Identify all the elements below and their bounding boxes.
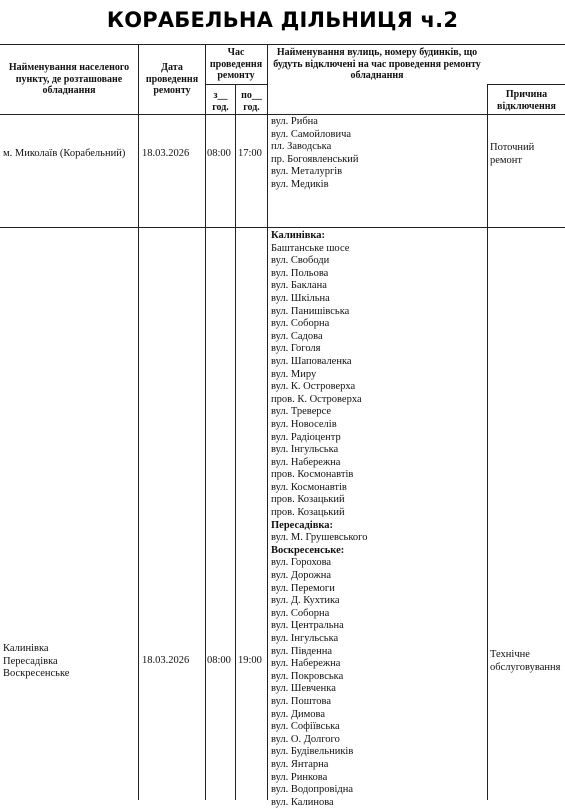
street-group-heading: Калинівка: bbox=[271, 230, 326, 241]
street-item: вул. Шевченка bbox=[271, 683, 336, 695]
street-item: пров. Козацький bbox=[271, 507, 345, 519]
street-item: вул. Набережна bbox=[271, 456, 341, 468]
street-item: вул. Поштова bbox=[271, 695, 331, 707]
header-date: Дата проведення ремонту bbox=[145, 62, 199, 97]
header-time-from: з__ год. bbox=[212, 90, 229, 113]
header-time: Час проведення ремонту bbox=[209, 47, 263, 82]
row1-streets-list bbox=[271, 116, 485, 192]
street-item: вул. К. Островерха bbox=[271, 381, 356, 393]
street-item: пров. Козацький bbox=[271, 494, 345, 506]
row1-time-from: 08:00 bbox=[207, 148, 231, 159]
reason-header-line bbox=[487, 84, 565, 85]
row1-time-to: 17:00 bbox=[238, 148, 262, 159]
header-place: Найменування населеного пункту, де розташоване обладнання bbox=[8, 62, 130, 97]
header-streets: Найменування вулиць, номеру будинків, що будуть відключені на час проведення ремонту обладнання bbox=[273, 47, 481, 82]
street-item: вул. Інгульська bbox=[271, 444, 339, 456]
street-item: вул. Радіоцентр bbox=[271, 431, 341, 443]
street-item: вул. Янтарна bbox=[271, 758, 329, 770]
street-item: вул. Садова bbox=[271, 330, 323, 342]
street-item: вул. Панишівська bbox=[271, 305, 350, 317]
street-item: вул. Ринкова bbox=[271, 771, 328, 783]
street-item: вул. Д. Кухтика bbox=[271, 595, 340, 607]
table-top-border bbox=[0, 44, 565, 45]
row1-place: м. Миколаїв (Корабельний) bbox=[3, 148, 126, 159]
street-item: вул. Покровська bbox=[271, 670, 344, 682]
street-item: вул. Новоселів bbox=[271, 418, 337, 430]
header-bottom-border bbox=[0, 114, 565, 115]
row-separator bbox=[0, 227, 565, 228]
col-line-2 bbox=[205, 44, 206, 800]
row2-place: Калинівка Пересадівка Воскресенське bbox=[3, 643, 70, 680]
street-item: вул. Треверсе bbox=[271, 406, 332, 418]
header-time-to: по__ год. bbox=[241, 90, 262, 113]
page-title: КОРАБЕЛЬНА ДІЛЬНИЦЯ ч.2 bbox=[106, 8, 459, 32]
street-item: вул. Інгульська bbox=[271, 633, 339, 644]
row2-streets-list bbox=[271, 230, 485, 809]
street-item: вул. Соборна bbox=[271, 318, 330, 330]
row2-date: 18.03.2026 bbox=[142, 655, 190, 666]
street-item: вул. Будівельників bbox=[271, 746, 354, 758]
col-line-5 bbox=[487, 84, 488, 800]
street-item: вул. Димова bbox=[271, 708, 326, 720]
street-item: вул. Космонавтів bbox=[271, 481, 347, 493]
col-line-4 bbox=[267, 44, 268, 800]
street-item: вул. Калинова bbox=[271, 796, 334, 808]
row2-time-from: 08:00 bbox=[207, 655, 231, 666]
street-group-heading: Воскресенське: bbox=[271, 544, 345, 556]
street-item: вул. Софіївська bbox=[271, 721, 340, 733]
street-item: вул. Шаповаленка bbox=[271, 355, 352, 367]
street-item: вул. Дорожна bbox=[271, 570, 332, 582]
street-item: вул. Перемоги bbox=[271, 582, 335, 594]
street-item: вул. Рибна bbox=[271, 116, 318, 127]
street-item: пров. К. Островерха bbox=[271, 393, 362, 405]
street-item: вул. Південна bbox=[271, 645, 332, 657]
street-item: вул. Самойловича bbox=[271, 128, 352, 140]
street-item: пл. Заводська bbox=[271, 141, 332, 153]
street-item: пр. Богоявленський bbox=[271, 153, 359, 165]
street-item: вул. Гоголя bbox=[271, 343, 321, 355]
street-item: пров. Космонавтів bbox=[271, 469, 354, 481]
street-item: вул. Баклана bbox=[271, 280, 327, 292]
row2-reason: Технічне обслуговування bbox=[490, 649, 561, 673]
row1-date: 18.03.2026 bbox=[142, 148, 190, 159]
street-item: Баштанське шосе bbox=[271, 242, 350, 254]
header-reason: Причина відключення bbox=[497, 89, 556, 112]
row1-reason: Поточний ремонт bbox=[490, 142, 535, 166]
street-item: вул. Водопровідна bbox=[271, 784, 354, 796]
street-item: вул. Центральна bbox=[271, 620, 344, 632]
street-group-heading: Пересадівка: bbox=[271, 519, 334, 531]
col-line-1 bbox=[138, 44, 139, 800]
col-line-3 bbox=[235, 84, 236, 800]
street-item: вул. Свободи bbox=[271, 255, 330, 267]
street-item: вул. Шкільна bbox=[271, 292, 330, 304]
street-item: вул. О. Долгого bbox=[271, 733, 340, 745]
street-item: вул. М. Грушевського bbox=[271, 532, 368, 544]
street-item: вул. Набережна bbox=[271, 658, 341, 670]
street-item: вул. Медиків bbox=[271, 178, 329, 190]
street-item: вул. Соборна bbox=[271, 607, 330, 619]
street-item: вул. Металургів bbox=[271, 166, 343, 178]
street-item: вул. Польова bbox=[271, 267, 329, 279]
street-item: вул. Миру bbox=[271, 368, 317, 380]
street-item: вул. Горохова bbox=[271, 557, 332, 569]
time-subheader-line bbox=[205, 84, 267, 85]
row2-time-to: 19:00 bbox=[238, 655, 262, 666]
